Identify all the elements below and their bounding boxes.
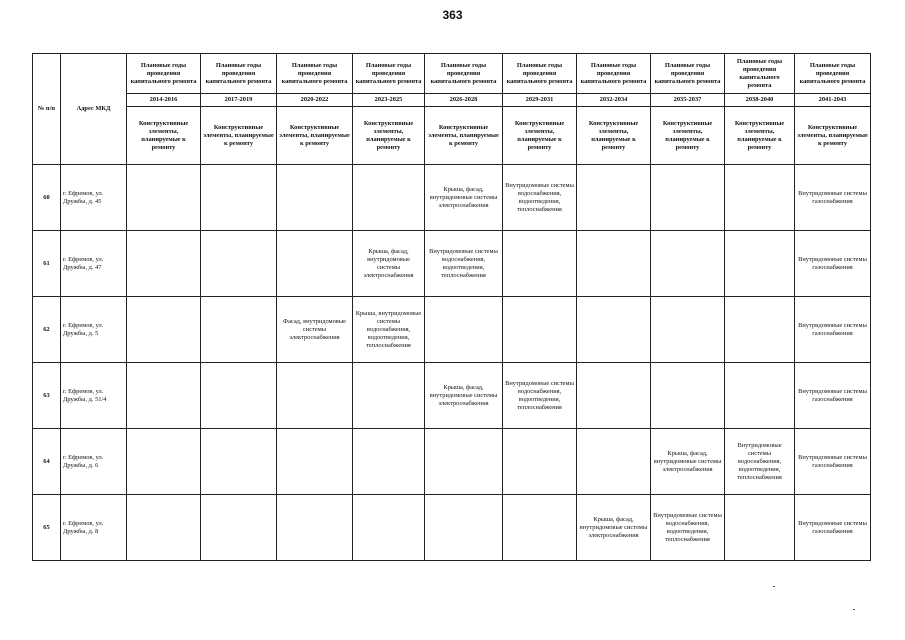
repair-cell [277,429,353,495]
repair-cell [425,297,503,363]
header-years: 2026-2028 [425,94,503,107]
row-number: 63 [33,363,61,429]
repair-cell [577,165,651,231]
repair-cell [725,231,795,297]
header-period-title: Плановые годы проведения капитального ремонта [201,54,277,94]
repair-cell [127,429,201,495]
header-elements: Конструктивные элементы, планируемые к ремонту [425,107,503,165]
repair-cell: Фасад, внутридомовые системы электроснабжения [277,297,353,363]
header-row-titles [33,54,871,94]
repair-cell [425,495,503,561]
row-number: 60 [33,165,61,231]
repair-cell [725,363,795,429]
repair-cell: Крыша, фасад, внутридомовые системы электроснабжения [425,363,503,429]
repair-cell [577,231,651,297]
header-elements: Конструктивные элементы, планируемые к ремонту [503,107,577,165]
repair-cell [353,363,425,429]
header-period-title: Плановые годы проведения капитального ремонта [127,54,201,94]
repair-cell: Внутридомовые системы водоснабжения, водоотведения, теплоснабжения [503,165,577,231]
header-years: 2017-2019 [201,94,277,107]
header-years: 2029-2031 [503,94,577,107]
repair-cell [127,165,201,231]
row-number: 64 [33,429,61,495]
repair-cell [201,231,277,297]
header-elements: Конструктивные элементы, планируемые к ремонту [725,107,795,165]
header-period-title: Плановые годы проведения капитального ремонта [577,54,651,94]
header-years: 2035-2037 [651,94,725,107]
repair-cell [651,297,725,363]
header-row-elements [33,107,871,165]
repair-cell [277,363,353,429]
repair-cell: Внутридомовые системы газоснабжения [795,429,871,495]
repair-cell [201,495,277,561]
repair-cell [277,495,353,561]
repair-cell [353,429,425,495]
repair-cell [503,429,577,495]
header-years: 2038-2040 [725,94,795,107]
header-years: 2020-2022 [277,94,353,107]
repair-cell [127,363,201,429]
repair-cell [503,297,577,363]
table-row [33,429,871,495]
repair-cell [353,165,425,231]
repair-cell: Крыша, фасад, внутридомовые системы электроснабжения [425,165,503,231]
header-elements: Конструктивные элементы, планируемые к ремонту [795,107,871,165]
repair-cell [651,231,725,297]
repair-cell [201,429,277,495]
repair-cell [277,231,353,297]
capital-repair-table [32,53,871,561]
header-elements: Конструктивные элементы, планируемые к ремонту [651,107,725,165]
repair-cell [277,165,353,231]
table-row [33,165,871,231]
repair-cell [725,297,795,363]
repair-cell [651,363,725,429]
repair-cell [201,165,277,231]
repair-cell [127,297,201,363]
repair-cell: Крыша, фасад, внутридомовые системы электроснабжения [353,231,425,297]
repair-cell [127,495,201,561]
row-number: 61 [33,231,61,297]
repair-cell [201,297,277,363]
header-elements: Конструктивные элементы, планируемые к ремонту [127,107,201,165]
table-row [33,297,871,363]
header-years: 2023-2025 [353,94,425,107]
header-period-title: Плановые годы проведения капитального ремонта [277,54,353,94]
header-period-title: Плановые годы проведения капитального ремонта [425,54,503,94]
header-period-title: Плановые годы проведения капитального ремонта [725,54,795,94]
repair-cell: Крыша, фасад, внутридомовые системы электроснабжения [577,495,651,561]
header-period-title: Плановые годы проведения капитального ремонта [651,54,725,94]
scan-speck [853,609,855,610]
repair-cell [725,495,795,561]
repair-cell: Внутридомовые системы газоснабжения [795,165,871,231]
repair-cell [503,495,577,561]
repair-cell: Крыша, фасад, внутридомовые системы электроснабжения [651,429,725,495]
row-number: 65 [33,495,61,561]
repair-cell: Внутридомовые системы газоснабжения [795,231,871,297]
row-address: г. Ефремов, ул. Дружбы, д. 5 [61,297,127,363]
row-address: г. Ефремов, ул. Дружбы, д. 45 [61,165,127,231]
repair-cell: Внутридомовые системы водоснабжения, водоотведения, теплоснабжения [651,495,725,561]
repair-cell [503,231,577,297]
row-address: г. Ефремов, ул. Дружбы, д. 8 [61,495,127,561]
table-row [33,231,871,297]
repair-cell [353,495,425,561]
header-elements: Конструктивные элементы, планируемые к ремонту [353,107,425,165]
header-period-title: Плановые годы проведения капитального ремонта [353,54,425,94]
header-num: № п/п [33,54,61,165]
header-elements: Конструктивные элементы, планируемые к ремонту [577,107,651,165]
repair-cell: Внутридомовые системы газоснабжения [795,495,871,561]
page-number: 363 [442,8,463,22]
header-elements: Конструктивные элементы, планируемые к ремонту [201,107,277,165]
repair-cell [127,231,201,297]
repair-cell [651,165,725,231]
repair-cell: Внутридомовые системы водоснабжения, водоотведения, теплоснабжения [725,429,795,495]
repair-cell: Внутридомовые системы газоснабжения [795,363,871,429]
header-years: 2041-2043 [795,94,871,107]
table-row [33,363,871,429]
header-period-title: Плановые годы проведения капитального ремонта [795,54,871,94]
repair-cell [201,363,277,429]
repair-cell [577,429,651,495]
header-years: 2014-2016 [127,94,201,107]
table-row [33,495,871,561]
repair-cell: Крыша, внутридомовые системы водоснабжения, водоотведения, теплоснабжения [353,297,425,363]
repair-cell [725,165,795,231]
table-body [33,165,871,561]
repair-cell [577,363,651,429]
repair-cell [425,429,503,495]
repair-cell: Внутридомовые системы водоснабжения, водоотведения, теплоснабжения [503,363,577,429]
row-address: г. Ефремов, ул. Дружбы, д. 51/4 [61,363,127,429]
repair-cell: Внутридомовые системы газоснабжения [795,297,871,363]
row-number: 62 [33,297,61,363]
header-years: 2032-2034 [577,94,651,107]
header-row-years [33,94,871,107]
repair-cell [577,297,651,363]
row-address: г. Ефремов, ул. Дружбы, д. 47 [61,231,127,297]
header-elements: Конструктивные элементы, планируемые к ремонту [277,107,353,165]
row-address: г. Ефремов, ул. Дружбы, д. 6 [61,429,127,495]
header-address: Адрес МКД [61,54,127,165]
header-period-title: Плановые годы проведения капитального ремонта [503,54,577,94]
repair-cell: Внутридомовые системы водоснабжения, водоотведения, теплоснабжения [425,231,503,297]
scan-speck [773,586,775,587]
